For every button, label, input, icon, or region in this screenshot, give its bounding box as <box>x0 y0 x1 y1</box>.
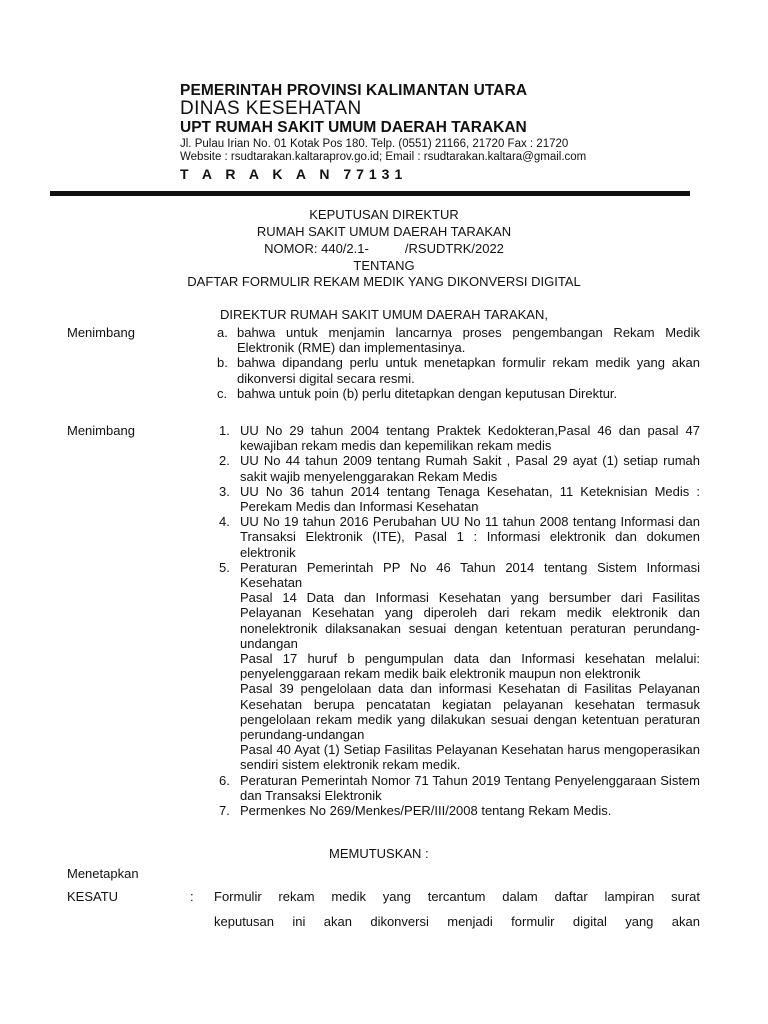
director-heading: DIREKTUR RUMAH SAKIT UMUM DAERAH TARAKAN, <box>220 307 548 322</box>
memutuskan-heading: MEMUTUSKAN : <box>329 846 429 861</box>
kesatu-colon: : <box>190 889 194 904</box>
pasal-39: Pasal 39 pengelolaan data dan informasi Kesehatan di Fasilitas Pelayanan Kesehatan berupa pencatatan kegiatan pelayanan kesehatan termasuk pengelolaan rekam medik yang dilakukan sesuai dengan ketentuan peraturan perundang-undangan <box>240 681 700 743</box>
kop-city: T A R A K A N 77131 <box>180 166 408 182</box>
list-item: b. bahwa dipandang perlu untuk menetapkan formulir rekam medik yang akan dikonversi digital secara resmi. <box>217 355 700 386</box>
menetapkan-label: Menetapkan <box>67 866 139 881</box>
list-item: 3. UU No 36 tahun 2014 tentang Tenaga Kesehatan, 11 Keteknisian Medis : Perekam Medis dan Informasi Kesehatan <box>219 483 700 515</box>
pasal-14: Pasal 14 Data dan Informasi Kesehatan yang bersumber dari Fasilitas Pelayanan Kesehatan yang diperoleh dari rekam medik elektronik dan nonelektronik dilaksanakan sesuai dengan ketentuan peraturan perundang-undangan <box>240 590 700 651</box>
kop-hospital: UPT RUMAH SAKIT UMUM DAERAH TARAKAN <box>180 119 527 136</box>
menimbang-list-2 <box>219 423 700 818</box>
kop-dinas: DINAS KESEHATAN <box>180 98 362 119</box>
title-keputusan: KEPUTUSAN DIREKTUR <box>309 207 459 222</box>
list-item: c. bahwa untuk poin (b) perlu ditetapkan dengan keputusan Direktur. <box>217 385 618 401</box>
list-item: a. bahwa untuk menjamin lancarnya proses pengembangan Rekam Medik Elektronik (RME) dan implementasinya. <box>217 325 700 356</box>
pasal-40: Pasal 40 Ayat (1) Setiap Fasilitas Pelayanan Kesehatan harus mengoperasikan sendiri sistem elektronik rekam medik. <box>240 742 700 773</box>
list-item: 2. UU No 44 tahun 2009 tentang Rumah Sakit , Pasal 29 ayat (1) setiap rumah sakit wajib menyelenggarakan Rekam Medis <box>219 453 700 484</box>
menimbang-label-2: Menimbang <box>67 423 135 438</box>
kesatu-label: KESATU <box>67 889 119 904</box>
kesatu-line-1: Formulir rekam medik yang tercantum dalam daftar lampiran surat <box>214 889 700 904</box>
kop-website: Website : rsudtarakan.kaltaraprov.go.id; Email : rsudtarakan.kaltara@gmail.com <box>180 151 587 163</box>
kop-address: Jl. Pulau Irian No. 01 Kotak Pos 180. Telp. (0551) 21166, 21720 Fax : 21720 <box>180 138 569 150</box>
pasal-17: Pasal 17 huruf b pengumpulan data dan Informasi kesehatan melalui: penyelenggaraan rekam medik baik elektronik maupun non elektronik <box>240 651 700 682</box>
list-item: 1. UU No 29 tahun 2004 tentang Praktek Kedokteran,Pasal 46 dan pasal 47 kewajiban rekam medis dan kepemilikan rekam medis <box>219 423 700 454</box>
title-subject: DAFTAR FORMULIR REKAM MEDIK YANG DIKONVERSI DIGITAL <box>187 274 581 289</box>
menimbang-label-1: Menimbang <box>67 325 135 340</box>
list-item: 7. Permenkes No 269/Menkes/PER/III/2008 tentang Rekam Medis. <box>219 803 612 819</box>
list-item: 5. Peraturan Pemerintah PP No 46 Tahun 2014 tentang Sistem Informasi Kesehatan Pasal 14 Data dan Informasi Kesehatan yang bersumber dari Fasilitas Pelayanan Kesehatan yang diperoleh dari rekam medik elektronik dan nonelektronik dilaksanakan sesuai dengan ketentuan peraturan perundang-undangan Pasal 17 huruf b pengumpulan data dan Informasi kesehatan melalui: penyelenggaraan rekam medik baik elektronik maupun non elektronik Pasal 39 pengelolaan data dan informasi Kesehatan di Fasilitas Pelayanan Kesehatan berupa pencatatan kegiatan pelayanan kesehatan termasuk pengelolaan rekam medik yang dilakukan sesuai dengan ketentuan peraturan perundang-undangan Pasal 40 Ayat (1) Setiap Fasilitas Pelayanan Kesehatan harus mengoperasikan sendiri sistem elektronik rekam medik. <box>219 559 700 773</box>
menimbang-list-1 <box>217 325 700 401</box>
letterhead-divider <box>50 191 690 196</box>
list-item: 4. UU No 19 tahun 2016 Perubahan UU No 11 tahun 2008 tentang Informasi dan Transaksi Elektronik (ITE), Pasal 1 : Informasi elektronik dan dokumen elektronik <box>219 514 700 560</box>
kesatu-line-2: keputusan ini akan dikonversi menjadi formulir digital yang akan <box>214 914 700 929</box>
title-nomor: NOMOR: 440/2.1- /RSUDTRK/2022 <box>264 241 504 256</box>
title-hospital: RUMAH SAKIT UMUM DAERAH TARAKAN <box>256 224 512 239</box>
title-tentang: TENTANG <box>353 258 415 273</box>
list-item: 6. Peraturan Pemerintah Nomor 71 Tahun 2019 Tentang Penyelenggaraan Sistem dan Transaksi Elektronik <box>219 772 700 803</box>
kop-province: PEMERINTAH PROVINSI KALIMANTAN UTARA <box>180 82 528 99</box>
